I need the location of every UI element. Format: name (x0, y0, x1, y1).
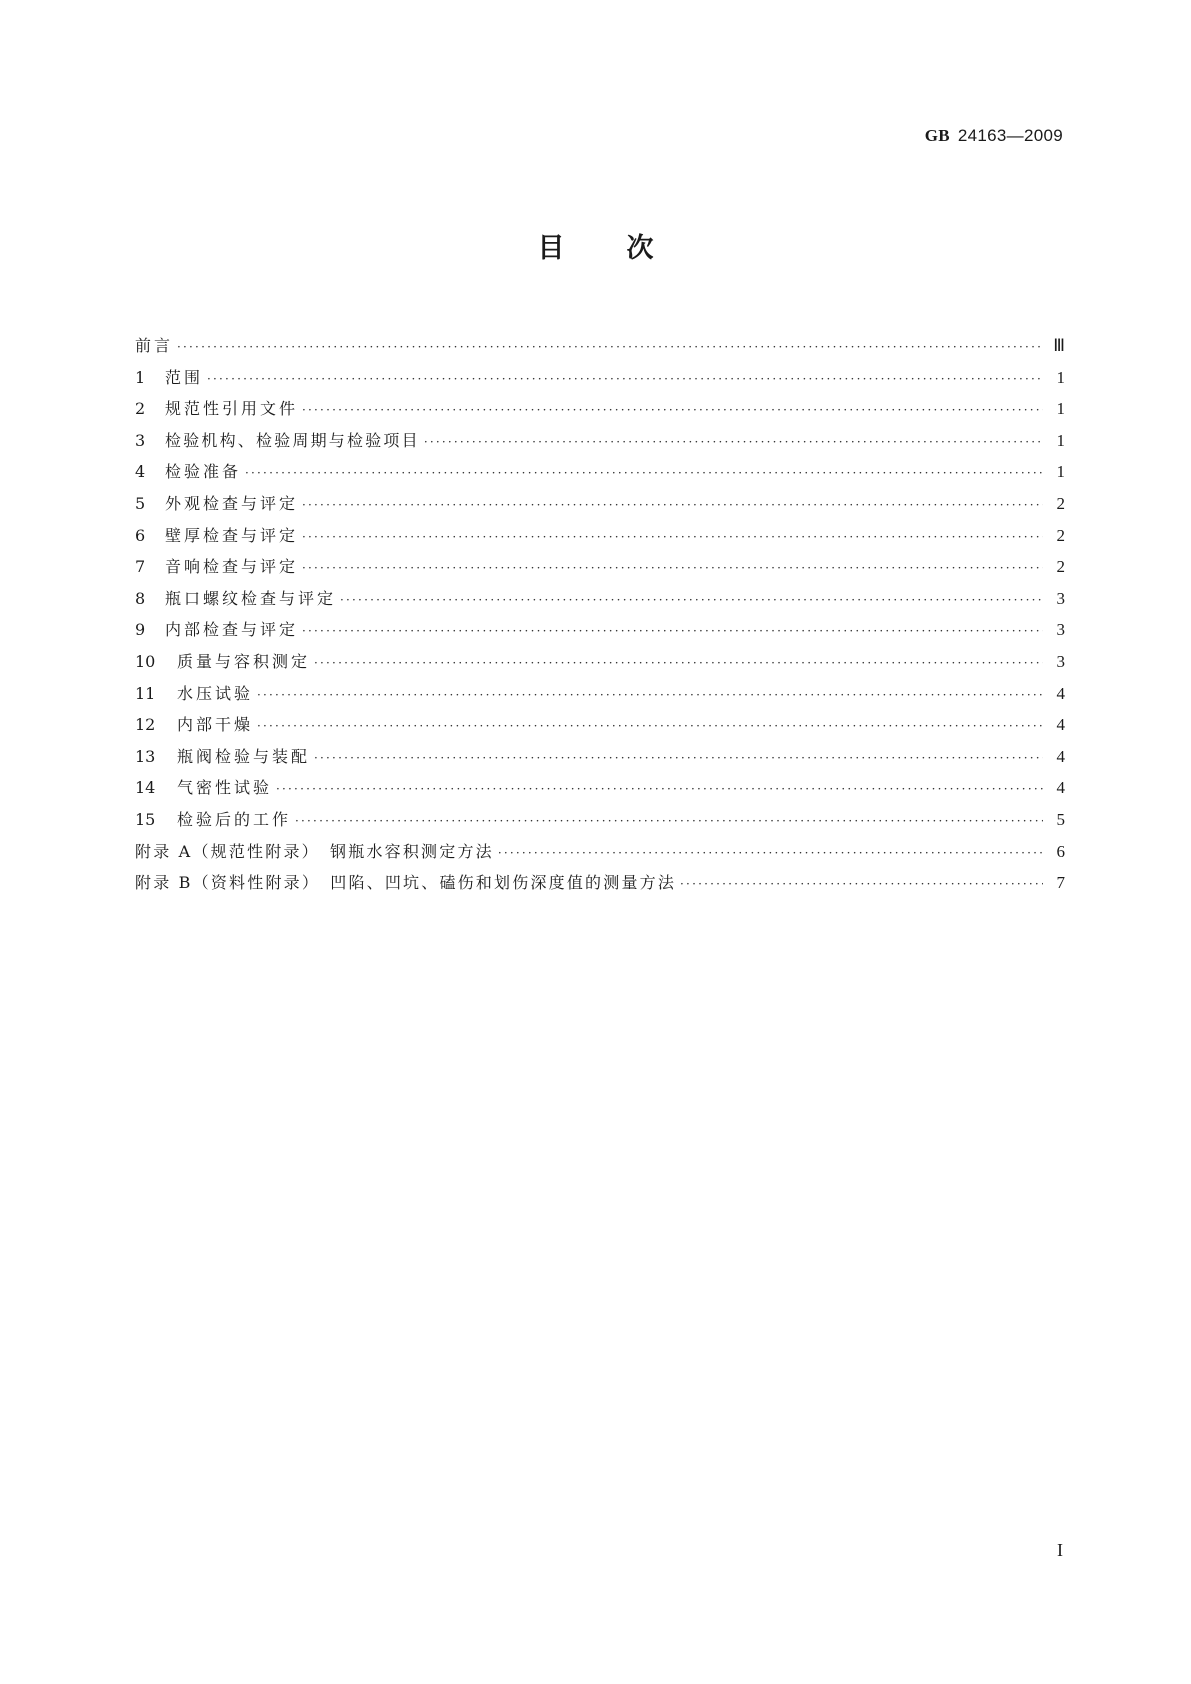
dot-leader (177, 332, 1043, 364)
toc-number: 10 (135, 651, 156, 671)
standard-number: 24163—2009 (957, 126, 1063, 145)
toc-label: 壁厚检查与评定 (165, 525, 299, 545)
toc-label: 外观检查与评定 (165, 493, 299, 513)
toc-label: 音响检查与评定 (165, 557, 299, 577)
dot-leader (340, 585, 1043, 617)
toc-page: Ⅲ (1053, 336, 1065, 355)
toc-number: 14 (135, 778, 156, 798)
toc-page: 3 (1056, 620, 1065, 640)
toc-entry-annex-b[interactable] (135, 867, 1065, 899)
toc-entry[interactable] (135, 583, 1065, 615)
toc-entry[interactable] (135, 488, 1065, 520)
dot-leader (257, 680, 1043, 712)
toc-page: 1 (1056, 462, 1065, 482)
dot-leader (207, 364, 1043, 396)
toc-page: 4 (1056, 715, 1065, 735)
dot-leader (302, 490, 1043, 522)
toc-entry[interactable] (135, 772, 1065, 804)
toc-label: 检验准备 (165, 462, 242, 482)
dot-leader (302, 395, 1043, 427)
toc-entry[interactable] (135, 520, 1065, 552)
dot-leader (295, 806, 1043, 838)
toc-label: 内部干燥 (177, 715, 254, 735)
toc-number: 5 (135, 493, 146, 513)
dot-leader (245, 458, 1043, 490)
toc-label: 规范性引用文件 (165, 399, 299, 419)
toc-label: 前言 (135, 336, 174, 355)
table-of-contents (135, 330, 1065, 899)
toc-entry[interactable] (135, 614, 1065, 646)
toc-number: 2 (135, 399, 146, 419)
toc-label: 范围 (165, 367, 204, 387)
toc-page: 3 (1056, 588, 1065, 608)
toc-page: 6 (1056, 841, 1065, 861)
toc-label: 检验后的工作 (177, 809, 292, 829)
dot-leader (314, 743, 1043, 775)
toc-entry[interactable] (135, 425, 1065, 457)
toc-entry[interactable] (135, 362, 1065, 394)
toc-number: 13 (135, 746, 156, 766)
toc-label: 瓶阀检验与装配 (177, 746, 311, 766)
toc-page: 1 (1056, 430, 1065, 450)
toc-entry[interactable] (135, 678, 1065, 710)
toc-page: 2 (1056, 557, 1065, 577)
toc-label: 质量与容积测定 (177, 651, 311, 671)
toc-number: 4 (135, 462, 146, 482)
dot-leader (257, 711, 1043, 743)
toc-entry-annex-a[interactable] (135, 836, 1065, 868)
toc-page: 4 (1056, 683, 1065, 703)
toc-number: 11 (135, 683, 156, 703)
dot-leader (302, 553, 1043, 585)
dot-leader (424, 427, 1043, 459)
toc-entry-preface[interactable] (135, 330, 1065, 362)
toc-number: 6 (135, 525, 146, 545)
toc-page: 7 (1056, 873, 1065, 893)
toc-number: 8 (135, 588, 146, 608)
dot-leader (302, 522, 1043, 554)
toc-entry[interactable] (135, 741, 1065, 773)
dot-leader (680, 869, 1043, 901)
toc-label: 附录 B（资料性附录） 凹陷、凹坑、磕伤和划伤深度值的测量方法 (135, 873, 677, 893)
toc-number: 7 (135, 557, 146, 577)
toc-page: 2 (1056, 493, 1065, 513)
toc-label: 水压试验 (177, 683, 254, 703)
toc-number: 15 (135, 809, 156, 829)
dot-leader (314, 648, 1043, 680)
toc-entry[interactable] (135, 456, 1065, 488)
toc-number: 9 (135, 620, 146, 640)
toc-label: 检验机构、检验周期与检验项目 (165, 430, 420, 450)
toc-number: 1 (135, 367, 146, 387)
title-char-2: 次 (626, 233, 654, 264)
standard-prefix: GB (924, 126, 950, 145)
dot-leader (498, 838, 1043, 870)
toc-entry[interactable] (135, 709, 1065, 741)
toc-page: 4 (1056, 746, 1065, 766)
toc-page: 4 (1056, 778, 1065, 798)
toc-page: 1 (1056, 367, 1065, 387)
toc-page: 3 (1056, 651, 1065, 671)
dot-leader (276, 774, 1043, 806)
toc-number: 3 (135, 430, 146, 450)
toc-entry[interactable] (135, 804, 1065, 836)
toc-label: 内部检查与评定 (165, 620, 299, 640)
toc-number: 12 (135, 715, 156, 735)
dot-leader (302, 616, 1043, 648)
toc-entry[interactable] (135, 393, 1065, 425)
toc-label: 附录 A（规范性附录） 钢瓶水容积测定方法 (135, 841, 494, 861)
toc-entry[interactable] (135, 551, 1065, 583)
toc-entry[interactable] (135, 646, 1065, 678)
toc-page: 2 (1056, 525, 1065, 545)
page-folio: I (1057, 1540, 1063, 1560)
standard-code (925, 126, 1063, 146)
toc-label: 瓶口螺纹检查与评定 (165, 588, 337, 608)
toc-page: 1 (1056, 399, 1065, 419)
toc-page: 5 (1056, 809, 1065, 829)
toc-label: 气密性试验 (177, 778, 273, 798)
page-title (0, 226, 1191, 265)
title-char-1: 目 (537, 233, 565, 264)
